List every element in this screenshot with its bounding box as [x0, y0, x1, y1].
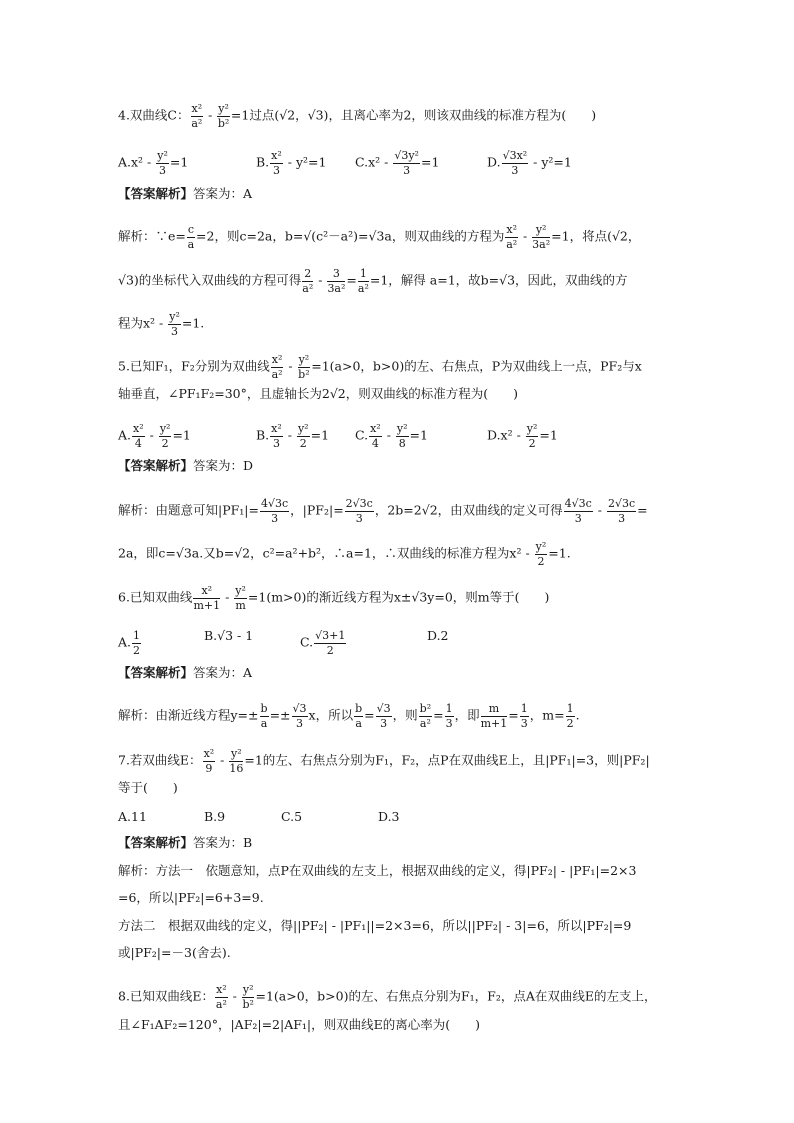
q7-explanation-line4: 或|PF₂|=－3(舍去). — [118, 945, 231, 960]
q8-stem-line2: 且∠F₁AF₂=120°，|AF₂|=2|AF₁|，则双曲线E的离心率为( ) — [118, 1017, 481, 1032]
q7-stem-line2: 等于( ) — [118, 780, 178, 795]
q7-option-a: A.11 — [118, 809, 147, 824]
q6-option-d: D.2 — [427, 628, 449, 643]
q4-option-c: C.x² - $\frac{\text{√3y²}}{3}$ =1 — [355, 149, 440, 177]
q5-explanation-line1: 解析：由题意可知|PF₁|= $\frac{4√3c}{3}$ ，|PF₂|= $\frac{2√3c}{3}$ ，2b=2√2，由双曲线的定义可得 $\frac{4√3c}{3}$ - $\frac{2√3c}{3}$ = — [118, 497, 648, 525]
q6-option-a: A. $\frac{1}{2}$ — [118, 629, 141, 657]
q5-option-d: D.x² - $\frac{\text{y²}}{2}$ =1 — [487, 422, 558, 450]
q4-explanation-line2: √3)的坐标代入双曲线的方程可得 $\frac{2}{\text{a²}}$ - $\frac{3}{\text{3a²}}$ = $\frac{1}{\text{a²}}$ =1，解得 a=1，故b=√3，因此，双曲线的方 — [118, 267, 628, 295]
q4-answer: 【答案解析】答案为：A — [118, 186, 253, 201]
q5-answer: 【答案解析】答案为：D — [118, 458, 254, 473]
q4-explanation-line1: 解析：∵e= $\frac{c}{a}$ =2，则c=2a，b=√(c²－a²)=√3a，则双曲线的方程为 $\frac{\text{x²}}{\text{a²}}$ - $\frac{\text{y²}}{\text{3a²}}$ =1，将点(√2， — [118, 223, 641, 251]
q5-option-a: A. $\frac{\text{x²}}{4}$ - $\frac{\text{y²}}{2}$ =1 — [118, 422, 191, 450]
q7-option-b: B.9 — [204, 809, 226, 824]
q6-explanation: 解析：由渐近线方程y=± $\frac{b}{a}$ =± $\frac{√3}{3}$ x，所以 $\frac{b}{a}$ = $\frac{√3}{3}$ ，则 $\frac{\text{b²}}{\text{a²}}$ = $\frac{1}{3}$ ，即 $\frac{m}{m+1}$ = $\frac{1}{3}$ ，m= $\frac{1}{2}$ . — [118, 702, 580, 730]
q4-option-b: B. $\frac{\text{x²}}{3}$ - y²=1 — [256, 149, 327, 177]
fraction: $\frac{\text{x²}}{\text{a²}}$ — [191, 102, 203, 130]
q6-option-c: C. $\frac{√3+1}{2}$ — [300, 629, 346, 657]
fraction: $\frac{\text{y²}}{\text{b²}}$ — [217, 102, 230, 130]
q7-explanation-line3: 方法二 根据双曲线的定义，得||PF₂| - |PF₁||=2×3=6，所以||PF₂| - 3|=6，所以|PF₂|=9 — [118, 918, 632, 933]
q7-explanation-line1: 解析：方法一 依题意知，点P在双曲线的左支上，根据双曲线的定义，得|PF₂| - |PF₁|=2×3 — [118, 863, 637, 878]
q5-explanation-line2: 2a，即c=√3a.又b=√2，c²=a²+b²，∴a=1，∴双曲线的标准方程为x² - $\frac{\text{y²}}{2}$ =1. — [118, 540, 571, 568]
q7-option-d: D.3 — [378, 809, 400, 824]
q7-stem-line1: 7.若双曲线E： $\frac{\text{x²}}{9}$ - $\frac{\text{y²}}{16}$ =1的左、右焦点分别为F₁，F₂，点P在双曲线E上，且|PF₁|=3，则|PF₂| — [118, 747, 650, 775]
q7-explanation-line2: =6，所以|PF₂|=6+3=9. — [118, 890, 264, 905]
q6-option-b: B.√3 - 1 — [204, 628, 254, 643]
q4-explanation-line3: 程为x² - $\frac{\text{y²}}{3}$ =1. — [118, 310, 205, 338]
q5-option-c: C. $\frac{\text{x²}}{4}$ - $\frac{\text{y²}}{8}$ =1 — [355, 422, 428, 450]
q6-stem: 6.已知双曲线 $\frac{\text{x²}}{m+1}$ - $\frac{\text{y²}}{m}$ =1(m>0)的渐近线方程为x±√3y=0，则m等于( ) — [118, 584, 550, 612]
q7-answer: 【答案解析】答案为：B — [118, 835, 253, 850]
q7-option-c: C.5 — [281, 809, 303, 824]
q4-stem: 4.双曲线C： $\frac{\text{x²}}{\text{a²}}$ - $\frac{\text{y²}}{\text{b²}}$ =1过点(√2，√3)，且离心率为2，则该双曲线的标准方程为( ) — [118, 102, 597, 130]
q8-stem-line1: 8.已知双曲线E： $\frac{\text{x²}}{\text{a²}}$ - $\frac{\text{y²}}{\text{b²}}$ =1(a>0，b>0)的左、右焦点分别为F₁，F₂，点A在双曲线E的左支上， — [118, 983, 657, 1011]
q5-option-b: B. $\frac{\text{x²}}{3}$ - $\frac{\text{y²}}{2}$ =1 — [256, 422, 330, 450]
q5-stem-line1: 5.已知F₁，F₂分别为双曲线 $\frac{\text{x²}}{\text{a²}}$ - $\frac{\text{y²}}{\text{b²}}$ =1(a>0，b>0)的左、右焦点，P为双曲线上一点，PF₂与x — [118, 353, 642, 381]
q4-option-d: D. $\frac{\text{√3x²}}{3}$ - y²=1 — [487, 149, 572, 177]
q4-option-a: A.x² - $\frac{\text{y²}}{3}$ =1 — [118, 149, 189, 177]
q5-stem-line2: 轴垂直，∠PF₁F₂=30°，且虚轴长为2√2，则双曲线的标准方程为( ) — [118, 386, 519, 401]
q4-stem-prefix: 4.双曲线C： — [118, 107, 190, 123]
q6-answer: 【答案解析】答案为：A — [118, 665, 253, 680]
q4-stem-suffix: =1过点(√2，√3)，且离心率为2，则该双曲线的标准方程为( ) — [230, 107, 597, 123]
